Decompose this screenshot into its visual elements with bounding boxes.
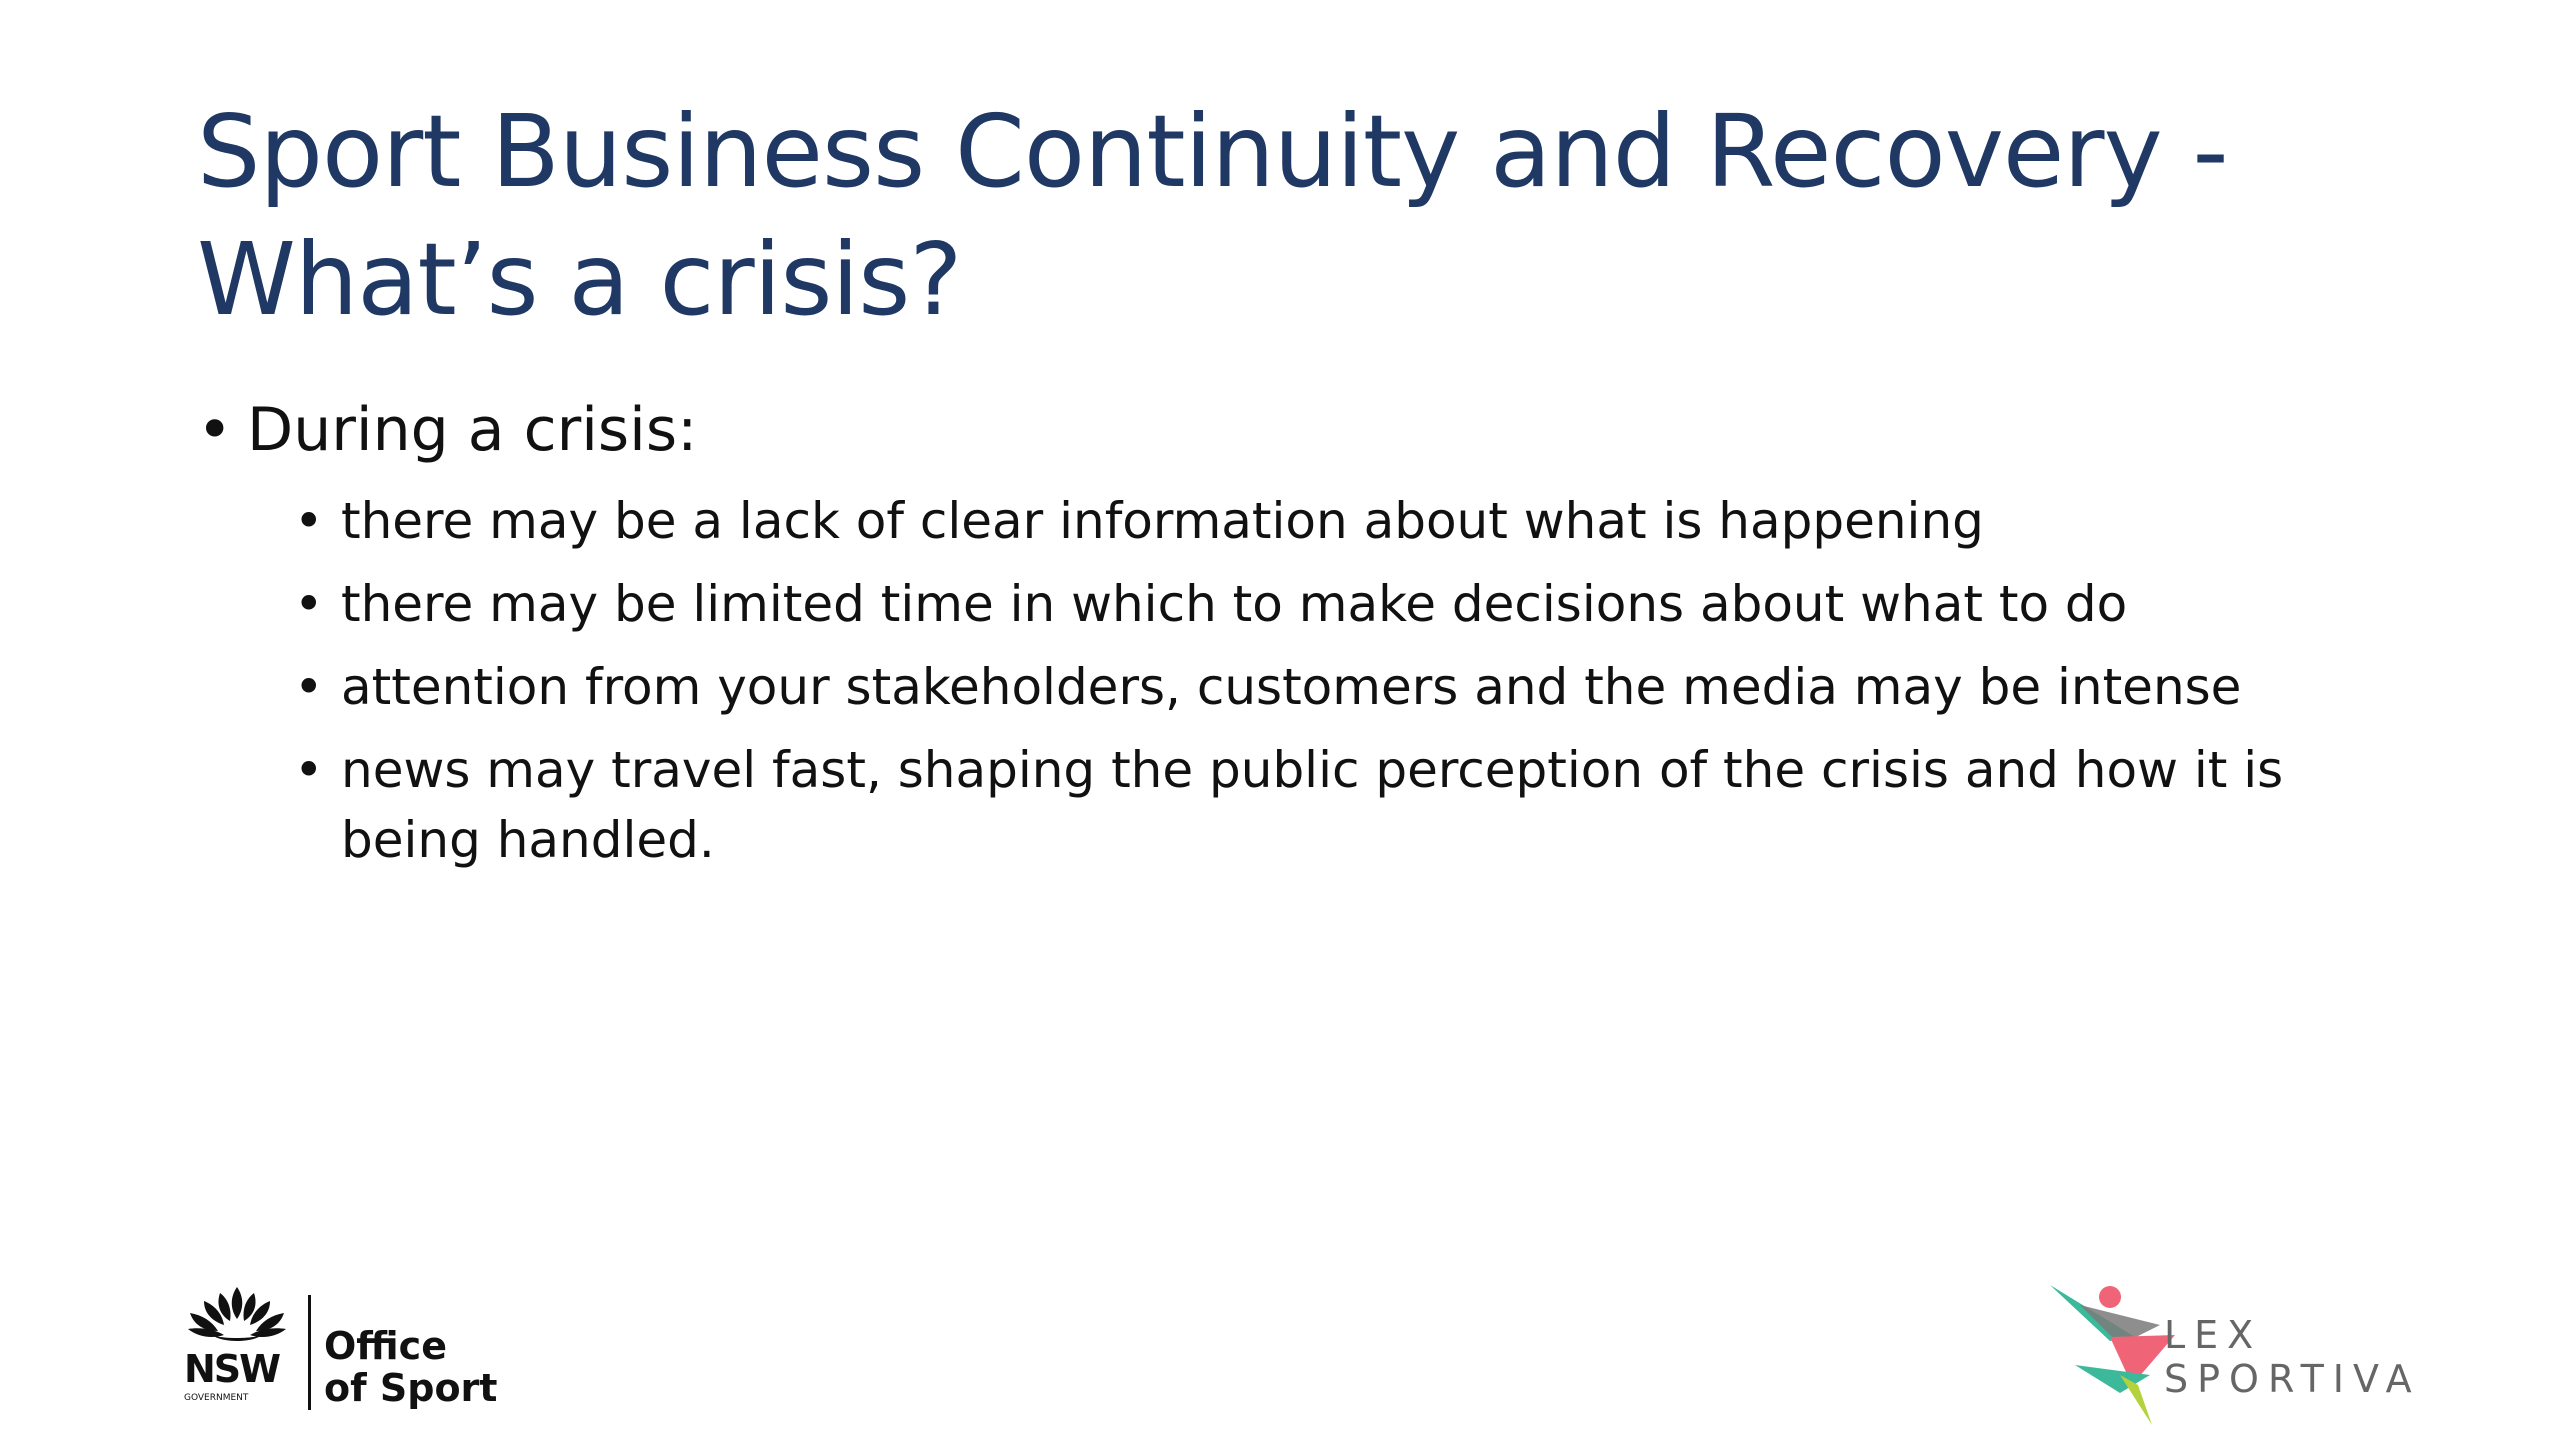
lex-sportiva-logo xyxy=(2040,1275,2420,1435)
office-line-1: Office xyxy=(324,1324,447,1368)
lex-line-1: LEX xyxy=(2164,1313,2263,1357)
sub-bullet-item xyxy=(294,569,2401,639)
nsw-government-label: GOVERNMENT xyxy=(184,1393,249,1403)
title-line-1: Sport Business Continuity and Recovery - xyxy=(197,93,2228,210)
bullet-text: During a crisis: xyxy=(247,395,698,465)
bullet-dot: • xyxy=(294,575,324,633)
lex-sportiva-text xyxy=(2164,1313,2421,1401)
sub-bullet-item xyxy=(294,735,2401,875)
sub-bullet-item xyxy=(294,652,2401,722)
bullet-during-crisis xyxy=(197,390,2397,470)
sub-bullet-text: news may travel fast, shaping the public perception of the crisis and how it is being handled. xyxy=(341,741,2284,869)
office-line-2: of Sport xyxy=(324,1366,498,1410)
bullet-dot: • xyxy=(197,395,233,465)
title-line-2: What’s a crisis? xyxy=(197,221,962,338)
slide-title xyxy=(197,88,2397,344)
bullet-dot: • xyxy=(294,741,324,799)
sub-bullet-text: attention from your stakeholders, customers and the media may be intense xyxy=(341,658,2242,716)
slide-body xyxy=(197,390,2397,888)
bullet-dot: • xyxy=(294,658,324,716)
bullet-dot: • xyxy=(294,492,324,550)
sub-bullet-list xyxy=(197,486,2397,875)
sub-bullet-text: there may be a lack of clear information about what is happening xyxy=(341,492,1984,550)
sub-bullet-item xyxy=(294,486,2401,556)
nsw-office-of-sport-logo xyxy=(182,1285,502,1415)
lex-line-2: SPORTIVA xyxy=(2164,1357,2421,1401)
nsw-abbr: NSW xyxy=(184,1347,280,1391)
sub-bullet-text: there may be limited time in which to make decisions about what to do xyxy=(341,575,2128,633)
logo-divider xyxy=(308,1295,311,1410)
office-of-sport-text xyxy=(324,1325,497,1409)
